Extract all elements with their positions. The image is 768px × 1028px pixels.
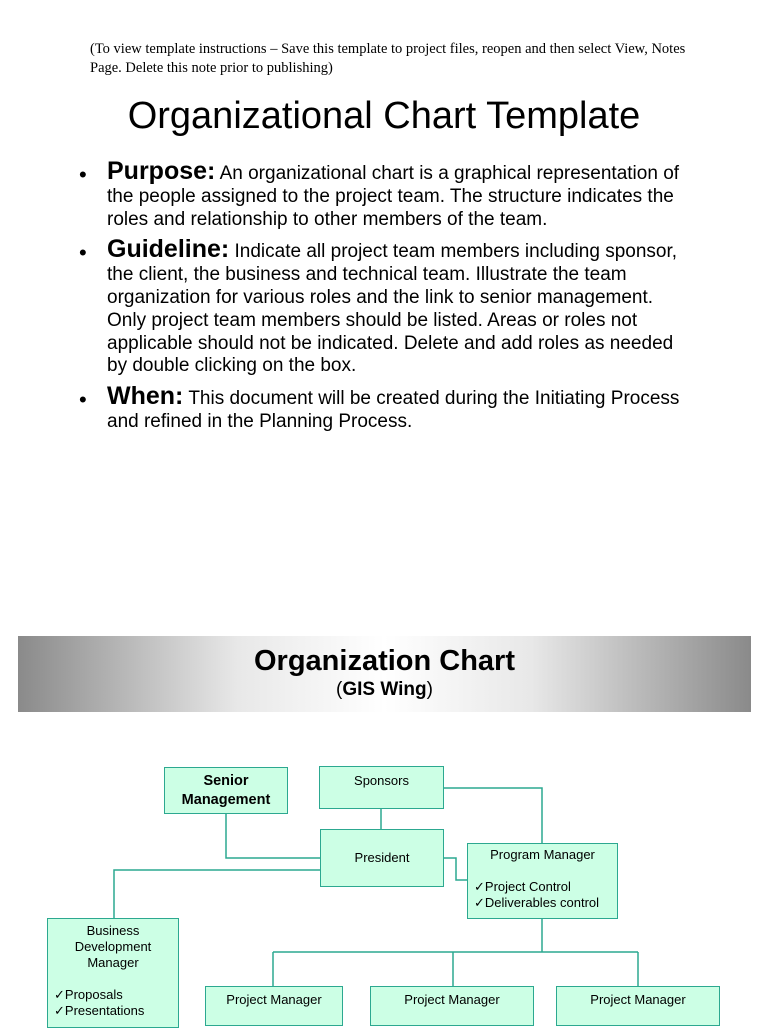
bullet-heading: Guideline: (107, 235, 230, 264)
list-item: ✓Presentations (54, 1003, 145, 1018)
bdm-title: Business Development Manager (74, 923, 152, 970)
list-item: ✓Proposals (54, 987, 123, 1002)
president-label: President (354, 850, 410, 865)
bullet-text: Indicate all project team members including sponsor, the client, the business and technical team. Illustrate the team organization for various roles and the link to senior management. Only project team members should be listed. Areas or roles not applicable should not be indicated. Delete and add roles as needed by double clicking on the box. (107, 241, 678, 377)
bullet-dot: • (79, 162, 87, 187)
bullet-heading: When: (107, 382, 184, 411)
bullet-text: This document will be created during the Initiating Process and refined in the Planning Process. (107, 388, 680, 432)
president-box (320, 829, 444, 887)
connector-president-bdm (114, 870, 320, 918)
senior-management-label: Senior Management (181, 773, 271, 808)
project-manager-box (205, 986, 343, 1026)
bullet-dot: • (79, 387, 87, 413)
business-development-manager-box (47, 918, 179, 1028)
page-title: Organizational Chart Template (127, 95, 641, 137)
project-manager-label: Project Manager (590, 992, 686, 1007)
org-chart-subtitle: (GIS Wing) (336, 679, 433, 700)
list-item: ✓Deliverables control (474, 895, 600, 910)
template-instructions-note: (To view template instructions – Save this template to project files, reopen and then select View, Notes Page. Delete this note prior to publishing) (90, 41, 686, 76)
connector-sponsors-program (443, 788, 542, 843)
project-manager-box (370, 986, 534, 1026)
connector-senior-president (226, 813, 320, 858)
project-manager-box (556, 986, 720, 1026)
program-manager-title: Program Manager (490, 847, 595, 862)
sponsors-box (319, 766, 444, 809)
project-manager-label: Project Manager (404, 992, 500, 1007)
program-manager-list (474, 879, 611, 911)
sponsors-label: Sponsors (354, 773, 409, 788)
project-manager-label: Project Manager (226, 992, 322, 1007)
bdm-list (54, 987, 172, 1019)
bullet-heading: Purpose: (107, 157, 216, 185)
senior-management-box (164, 767, 288, 814)
connector-president-program (443, 858, 467, 880)
bullet-dot: • (79, 240, 87, 266)
bullet-text: An organizational chart is a graphical representation of the people assigned to the project team. The structure indicates the roles and relationship to other members of the team. (107, 163, 680, 230)
org-chart-title: Organization Chart (253, 645, 515, 677)
list-item: ✓Project Control (474, 879, 571, 894)
program-manager-box (467, 843, 618, 919)
